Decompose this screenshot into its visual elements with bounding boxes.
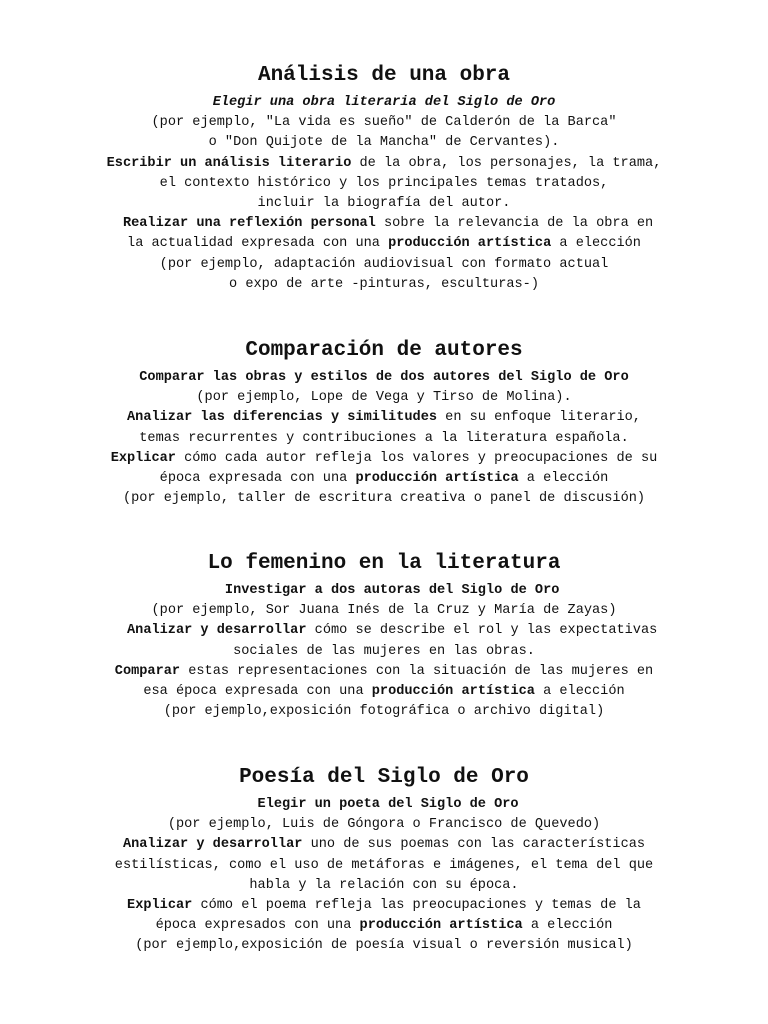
section-analisis-de-una-obra [0,63,768,295]
text-run: a elección [551,236,641,252]
text-line [0,255,768,275]
text-run: sociales de las mujeres en las obras. [233,643,535,659]
text-run: (por ejemplo, adaptación audiovisual con formato actual [159,256,609,272]
text-line [0,194,768,214]
text-run: a elección [534,684,625,700]
text-line [0,815,768,835]
text-line [0,856,768,876]
text-run: o "Don Quijote de la Mancha" de Cervantes). [208,135,560,151]
text-line [0,93,768,113]
section-body [0,581,768,722]
section-body [0,93,768,295]
text-run: temas recurrentes y contribuciones a la literatura española. [139,430,629,446]
section-lo-femenino-en-la-literatura [0,551,768,722]
text-run: estas representaciones con la situación de las mujeres en [180,663,654,679]
emphasized-text: Realizar una reflexión personal [114,216,376,232]
text-run: época expresada con una [159,471,356,487]
text-run: sobre la relevancia de la obra en [375,216,654,232]
text-run: incluir la biografía del autor. [257,196,511,212]
text-line [0,408,768,428]
section-heading: Análisis de una obra [257,64,511,87]
text-run: cómo cada autor refleja los valores y preocupaciones de su [175,450,658,466]
section-heading: Poesía del Siglo de Oro [239,766,529,789]
emphasized-text: producción artística [359,918,523,934]
text-run: de la obra, los personajes, la trama, [351,155,662,171]
emphasized-text: producción artística [388,236,552,252]
text-line [0,702,768,722]
text-line [0,154,768,174]
emphasized-text: Analizar las diferencias y similitudes [127,410,438,426]
section-comparacion-de-autores [0,338,768,509]
text-line [0,835,768,855]
section-heading: Lo femenino en la literatura [207,552,561,575]
emphasized-text: Comparar [114,663,181,679]
text-run: la actualidad expresada con una [127,236,389,252]
emphasized-text: producción artística [355,471,519,487]
text-run: esa época expresada con una [143,684,372,700]
text-line [0,601,768,621]
text-line [0,449,768,469]
emphasized-text: Elegir una obra literaria del Siglo de Oro [212,95,556,110]
text-line [0,489,768,509]
text-run: (por ejemplo, Luis de Góngora o Francisco de Quevedo) [167,817,601,833]
text-line [0,113,768,133]
emphasized-text: Elegir un poeta del Siglo de Oro [249,797,519,812]
text-line [0,214,768,234]
text-line [0,368,768,388]
emphasized-text: Explicar [110,450,176,466]
emphasized-text: Analizar y desarrollar [122,837,303,853]
text-run: a elección [522,918,613,934]
emphasized-text: Escribir un análisis literario [106,155,352,171]
text-run: en su enfoque literario, [437,410,641,426]
text-line [0,388,768,408]
text-run: (por ejemplo, taller de escritura creativa o panel de discusión) [122,491,646,507]
text-line [0,916,768,936]
text-line [0,133,768,153]
text-run: (por ejemplo, "La vida es sueño" de Calderón de la Barca" [151,115,617,131]
text-line [0,581,768,601]
text-run: o expo de arte -pinturas, esculturas-) [229,276,539,292]
text-line [0,429,768,449]
emphasized-text: Explicar [127,898,193,914]
text-run: cómo se describe el rol y las expectativas [306,623,658,639]
text-run: a elección [518,471,609,487]
text-run: (por ejemplo,exposición fotográfica o archivo digital) [163,704,605,720]
text-run: uno de sus poemas con las características [302,837,646,853]
section-poesia-del-siglo-de-oro [0,765,768,957]
text-run: estilísticas, como el uso de metáforas e imágenes, el tema del que [114,857,654,873]
text-line [0,174,768,194]
text-run: el contexto histórico y los principales temas tratados, [159,175,609,191]
emphasized-text: Investigar a dos autoras del Siglo de Oro [208,583,560,598]
text-line [0,662,768,682]
text-run: habla y la relación con su época. [249,877,519,893]
text-line [0,896,768,916]
emphasized-text: Analizar y desarrollar [110,623,307,639]
text-line [0,795,768,815]
text-run: (por ejemplo, Sor Juana Inés de la Cruz y María de Zayas) [151,603,617,619]
section-body [0,368,768,509]
text-run: época expresados con una [155,918,360,934]
emphasized-text: Comparar las obras y estilos de dos autores del Siglo de Oro [139,370,629,385]
text-line [0,876,768,896]
text-line [0,642,768,662]
section-heading: Comparación de autores [245,339,523,362]
section-body [0,795,768,957]
text-line [0,682,768,702]
text-line [0,275,768,295]
text-line [0,621,768,641]
text-line [0,936,768,956]
text-run: (por ejemplo, Lope de Vega y Tirso de Molina). [196,390,572,406]
text-line [0,469,768,489]
text-run: (por ejemplo,exposición de poesía visual o reversión musical) [135,938,633,954]
text-run: cómo el poema refleja las preocupaciones y temas de la [192,898,641,914]
text-line [0,234,768,254]
emphasized-text: producción artística [371,684,535,700]
